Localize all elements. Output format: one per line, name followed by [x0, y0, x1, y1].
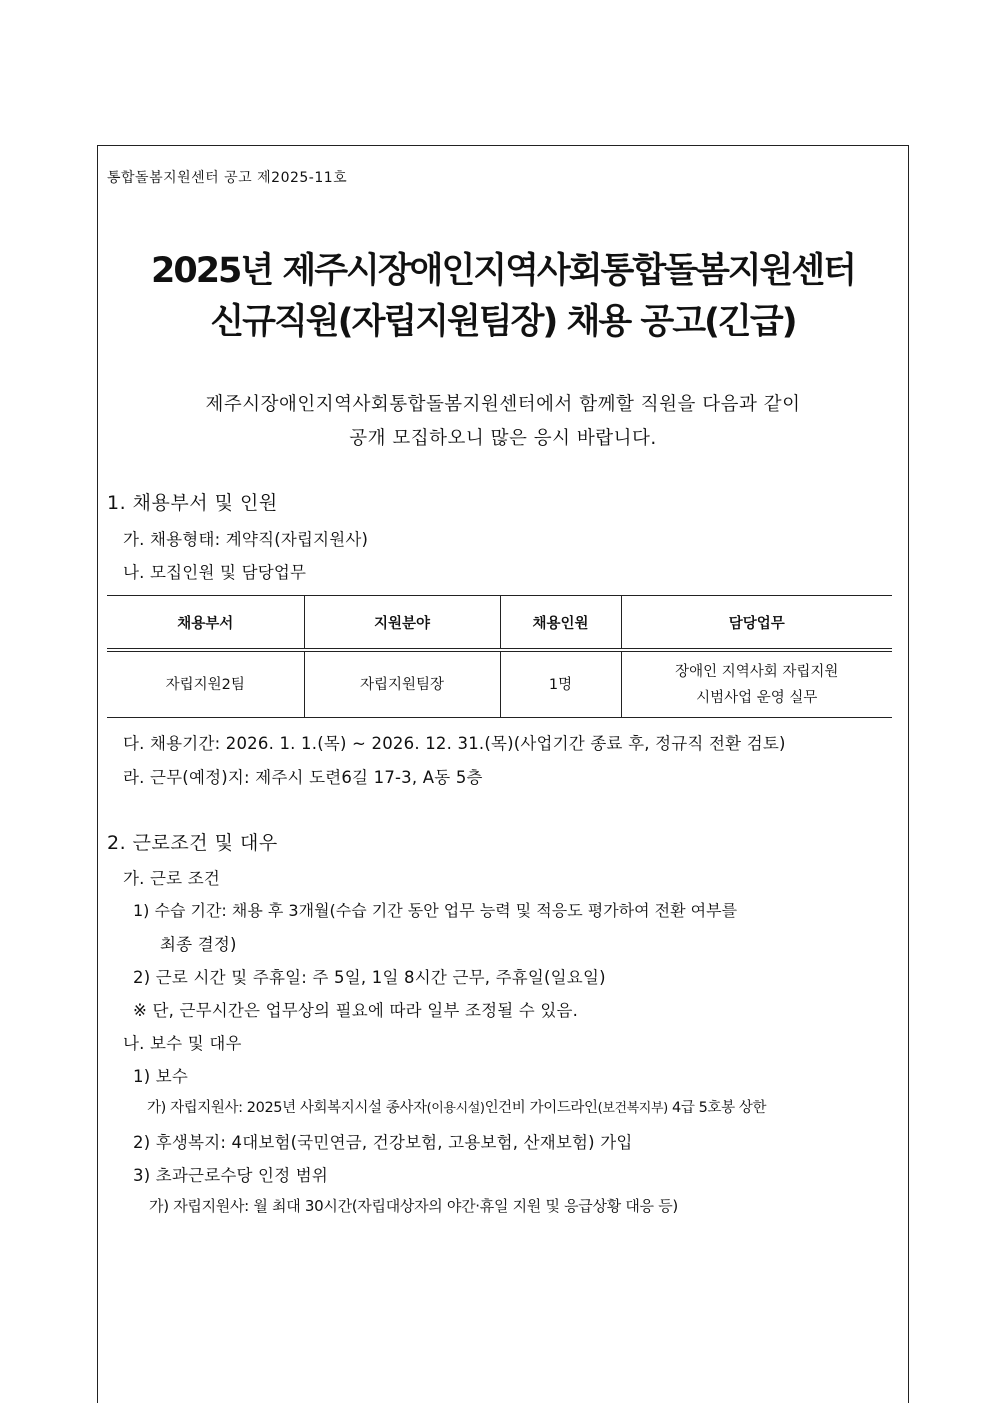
salary-note-facility: (이용시설): [426, 1101, 485, 1116]
section1-heading: 1. 채용부서 및 인원: [107, 492, 278, 514]
section2-item-a: 가. 근로 조건: [123, 869, 221, 888]
section1-item-b: 나. 모집인원 및 담당업무: [123, 563, 307, 582]
duty-line-2: 시범사업 운영 실무: [696, 689, 818, 706]
title-line-1: 2025년 제주시장애인지역사회통합돌봄지원센터: [151, 251, 855, 291]
intro-line-1: 제주시장애인지역사회통합돌봄지원센터에서 함께할 직원을 다음과 같이: [205, 394, 801, 415]
section2-b1: 1) 보수: [133, 1067, 189, 1086]
intro-line-2: 공개 모집하오니 많은 응시 바랍니다.: [349, 428, 657, 449]
section2-a2: 2) 근로 시간 및 주휴일: 주 5일, 1일 8시간 근무, 주휴일(일요일): [133, 968, 606, 987]
section2-b3-ga: 가) 자립지원사: 월 최대 30시간(자립대상자의 야간·휴일 지원 및 응급상황 대응 등): [149, 1197, 678, 1215]
salary-text-2: 인건비 가이드라인: [484, 1100, 598, 1116]
section2-heading: 2. 근로조건 및 대우: [107, 832, 278, 854]
salary-text-3: 4급 5호봉 상한: [667, 1100, 767, 1116]
section2-a1-line-2: 최종 결정): [160, 935, 237, 954]
table-cell-count: 1명: [500, 650, 621, 718]
duty-line-1: 장애인 지역사회 자립지원: [675, 663, 839, 680]
table-header-cell: 채용부서: [107, 596, 304, 651]
section2-b3: 3) 초과근로수당 인정 범위: [133, 1166, 329, 1185]
section1-item-a: 가. 채용형태: 계약직(자립지원사): [123, 530, 369, 549]
section2-b1-ga: [147, 1096, 766, 1117]
section2-note: ※ 단, 근무시간은 업무상의 필요에 따라 일부 조정될 수 있음.: [133, 1001, 579, 1020]
section2-item-b: 나. 보수 및 대우: [123, 1034, 242, 1053]
table-header-row: [107, 596, 892, 651]
section1-item-c: 다. 채용기간: 2026. 1. 1.(목) ~ 2026. 12. 31.(목)(사업기간 종료 후, 정규직 전환 검토): [123, 734, 786, 753]
notice-number: 통합돌봄지원센터 공고 제2025-11호: [107, 170, 348, 186]
section2-b2: 2) 후생복지: 4대보험(국민연금, 건강보험, 고용보험, 산재보험) 가입: [133, 1133, 633, 1152]
table-row: [107, 650, 892, 718]
table-header-cell: 담당업무: [621, 596, 892, 651]
section2-a1-line-1: 1) 수습 기간: 채용 후 3개월(수습 기간 동안 업무 능력 및 적응도 평가하여 전환 여부를: [133, 901, 738, 920]
salary-text-1: 가) 자립지원사: 2025년 사회복지시설 종사자: [147, 1100, 427, 1116]
title-line-2: 신규직원(자립지원팀장) 채용 공고(긴급): [210, 302, 796, 342]
table-header-cell: 지원분야: [304, 596, 500, 651]
table-cell-dept: 자립지원2팀: [107, 650, 304, 718]
table-cell-duty: [621, 650, 892, 718]
salary-note-ministry: (보건복지부): [597, 1101, 668, 1116]
table-header-cell: 채용인원: [500, 596, 621, 651]
table-cell-field: 자립지원팀장: [304, 650, 500, 718]
recruitment-table: [107, 595, 892, 718]
section1-item-d: 라. 근무(예정)지: 제주시 도련6길 17-3, A동 5층: [123, 768, 483, 787]
